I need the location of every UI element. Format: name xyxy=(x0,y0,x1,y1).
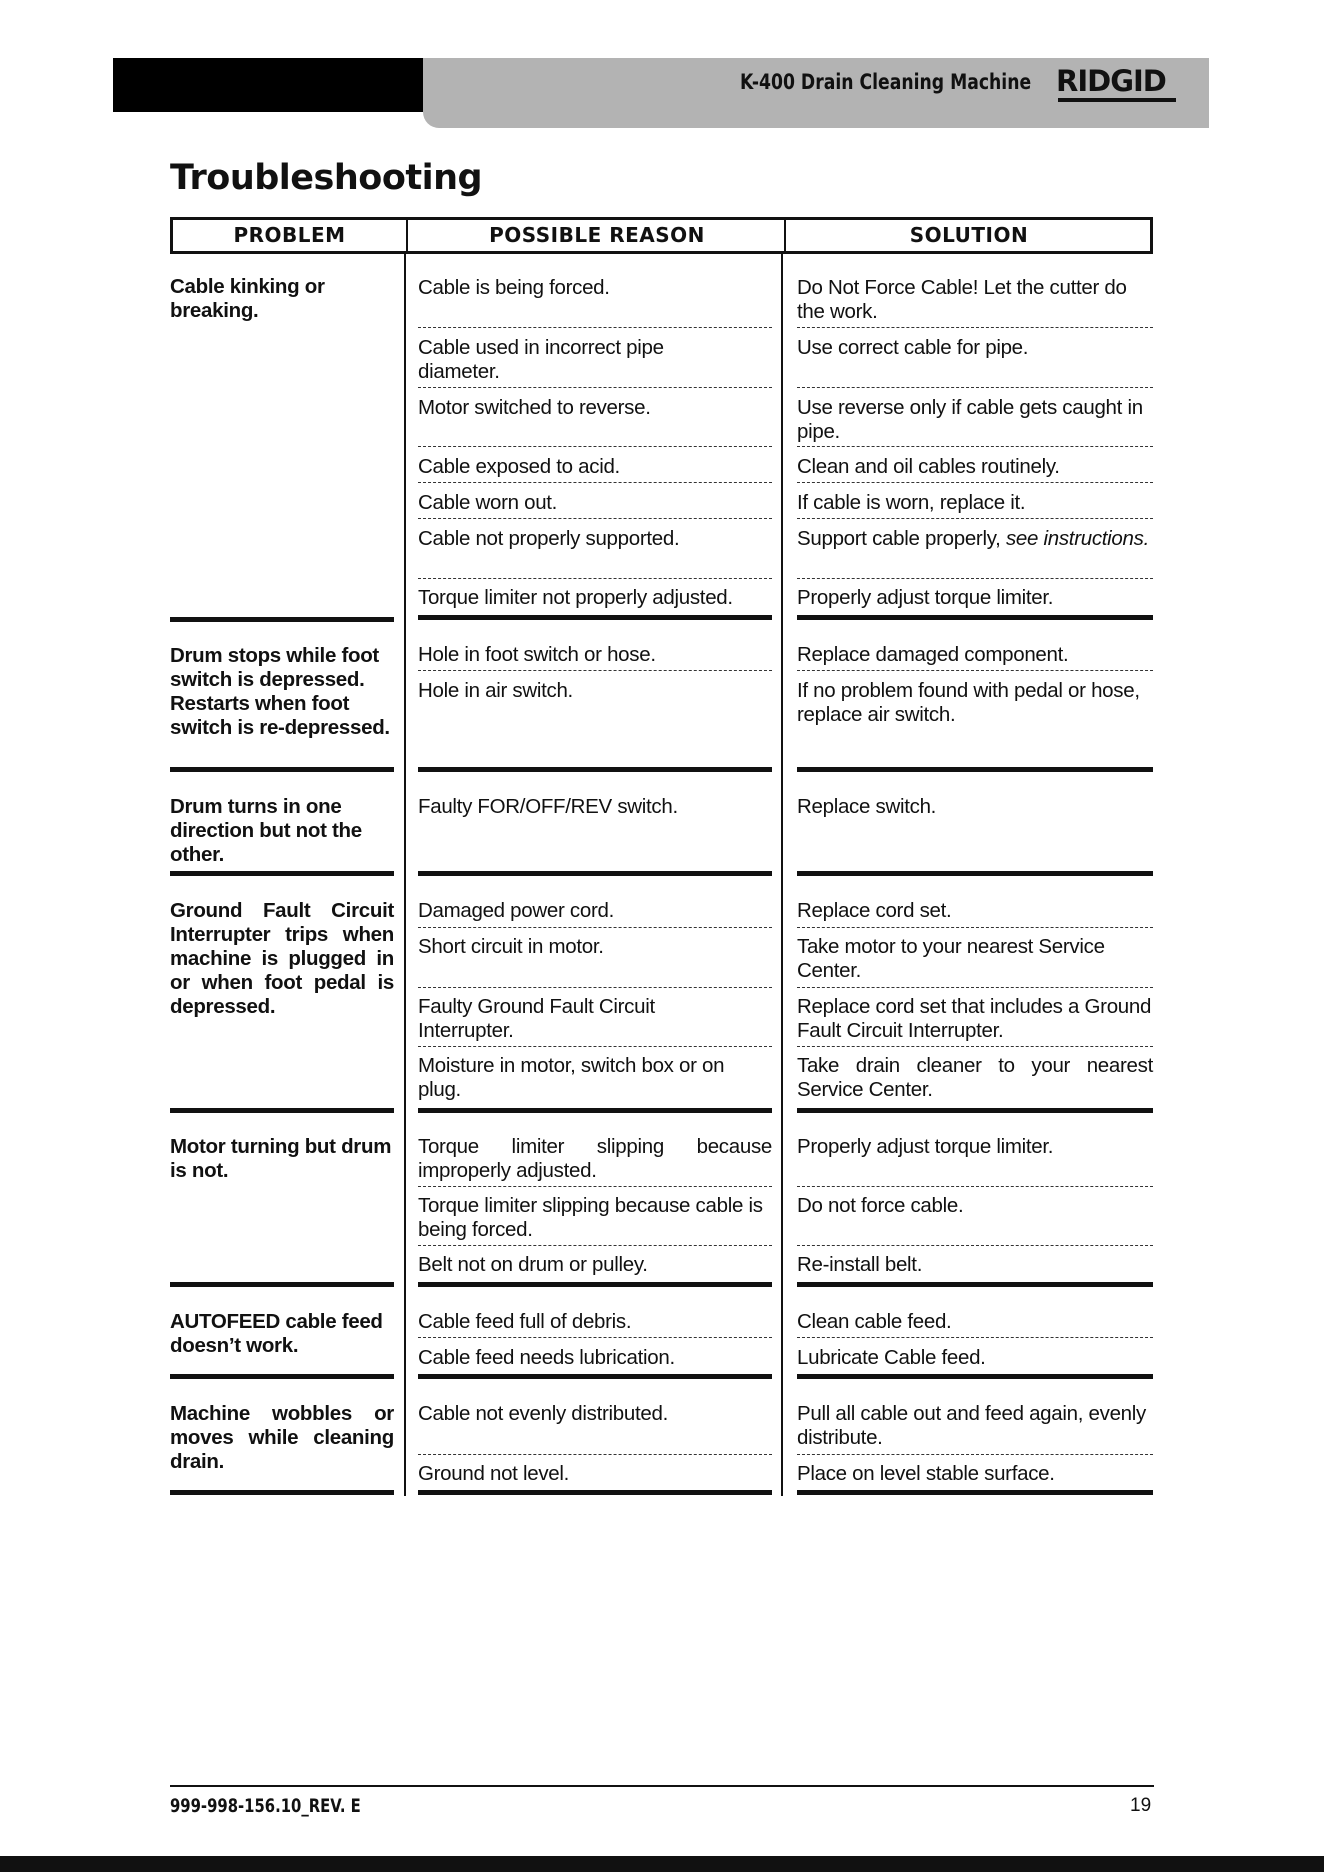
column-divider xyxy=(404,254,406,1496)
column-divider xyxy=(781,254,783,1496)
row-divider xyxy=(797,1245,1153,1246)
page-title: Troubleshooting xyxy=(170,158,483,198)
group-rule xyxy=(170,1108,394,1113)
group-rule xyxy=(170,871,394,876)
document-number: 999-998-156.10_REV. E xyxy=(170,1795,361,1817)
group-rule xyxy=(170,617,394,622)
row-divider xyxy=(797,1046,1153,1047)
problem-text: AUTOFEED cable feed doesn’t work. xyxy=(170,1310,383,1357)
solution-text: Clean cable feed. xyxy=(797,1310,952,1333)
reason-text: Cable feed full of debris. xyxy=(418,1310,632,1333)
header-black-band xyxy=(113,58,423,112)
row-divider xyxy=(418,482,772,483)
reason-text: Motor switched to reverse. xyxy=(418,396,651,419)
row-divider xyxy=(418,446,772,447)
reason-text: Cable feed needs lubrication. xyxy=(418,1346,675,1369)
group-rule xyxy=(170,1490,394,1495)
group-rule xyxy=(418,1490,772,1495)
solution-text: Re-install belt. xyxy=(797,1253,923,1276)
group-rule xyxy=(797,1282,1153,1287)
solution-text: Place on level stable surface. xyxy=(797,1462,1055,1485)
row-divider xyxy=(418,327,772,328)
reason-text: Torque limiter not properly adjusted. xyxy=(418,586,733,609)
problem-text: Drum stops while foot switch is depressed. Restarts when foot switch is re-depressed. xyxy=(170,644,390,739)
reason-text: Belt not on drum or pulley. xyxy=(418,1253,648,1276)
row-divider xyxy=(418,927,772,928)
solution-text: Do Not Force Cable! Let the cutter do the work. xyxy=(797,276,1127,323)
page-number: 19 xyxy=(1130,1795,1152,1816)
row-divider xyxy=(418,387,772,388)
solution-text: Properly adjust torque limiter. xyxy=(797,586,1054,609)
column-header-possible-reason: POSSIBLE REASON xyxy=(406,220,786,251)
row-divider xyxy=(418,1046,772,1047)
reason-text: Faulty Ground Fault Circuit Interrupter. xyxy=(418,995,655,1042)
reason-text: Cable worn out. xyxy=(418,491,558,514)
ridgid-logo xyxy=(1056,64,1178,102)
row-divider xyxy=(418,987,772,988)
reason-text: Cable exposed to acid. xyxy=(418,455,620,478)
row-divider xyxy=(418,670,772,671)
problem-text: Drum turns in one direction but not the other. xyxy=(170,795,362,866)
group-rule xyxy=(418,1282,772,1287)
solution-text: Take motor to your nearest Service Center. xyxy=(797,935,1105,982)
group-rule xyxy=(170,1374,394,1379)
reason-text: Torque limiter slipping because improperly adjusted. xyxy=(418,1135,772,1182)
solution-text: Pull all cable out and feed again, evenly distribute. xyxy=(797,1402,1146,1449)
reason-text: Cable not evenly distributed. xyxy=(418,1402,668,1425)
group-rule xyxy=(170,1282,394,1287)
row-divider xyxy=(418,518,772,519)
group-rule xyxy=(418,1108,772,1113)
row-divider xyxy=(797,387,1153,388)
reason-text: Cable not properly supported. xyxy=(418,527,680,550)
solution-text: Replace damaged component. xyxy=(797,643,1069,666)
row-divider xyxy=(797,578,1153,579)
header-gray-tab xyxy=(423,112,1209,128)
solution-italic-text: see instructions. xyxy=(1005,527,1149,550)
problem-text: Motor turning but drum is not. xyxy=(170,1135,392,1182)
logo-underline xyxy=(1058,98,1176,102)
scan-edge xyxy=(0,1856,1324,1872)
solution-text: Take drain cleaner to your nearest Service Center. xyxy=(797,1054,1153,1101)
row-divider xyxy=(418,1454,772,1455)
row-divider xyxy=(797,670,1153,671)
brand-name: RIDGID xyxy=(1056,64,1166,98)
footer-rule xyxy=(170,1785,1154,1787)
solution-text: Properly adjust torque limiter. xyxy=(797,1135,1054,1158)
solution-text: Do not force cable. xyxy=(797,1194,964,1217)
reason-text: Hole in foot switch or hose. xyxy=(418,643,656,666)
reason-text: Moisture in motor, switch box or on plug. xyxy=(418,1054,725,1101)
row-divider xyxy=(797,927,1153,928)
column-header-problem: PROBLEM xyxy=(233,223,346,247)
row-divider xyxy=(418,1337,772,1338)
reason-text: Damaged power cord. xyxy=(418,899,614,922)
problem-text: Cable kinking or breaking. xyxy=(170,275,325,322)
group-rule xyxy=(418,767,772,772)
solution-text: Support cable properly, xyxy=(797,527,1001,550)
solution-text: Lubricate Cable feed. xyxy=(797,1346,986,1369)
group-rule xyxy=(797,767,1153,772)
column-header-solution: SOLUTION xyxy=(784,220,1152,251)
solution-text: If cable is worn, replace it. xyxy=(797,491,1026,514)
problem-text: Machine wobbles or moves while cleaning drain. xyxy=(170,1402,394,1473)
reason-text: Cable is being forced. xyxy=(418,276,610,299)
row-divider xyxy=(797,482,1153,483)
group-rule xyxy=(797,871,1153,876)
reason-text: Short circuit in motor. xyxy=(418,935,604,958)
group-rule xyxy=(418,615,772,620)
table-header xyxy=(170,217,1153,254)
row-divider xyxy=(797,987,1153,988)
group-rule xyxy=(797,615,1153,620)
header-title: K-400 Drain Cleaning Machine xyxy=(740,70,1032,94)
group-rule xyxy=(418,871,772,876)
group-rule xyxy=(418,1374,772,1379)
solution-text: Use correct cable for pipe. xyxy=(797,336,1029,359)
group-rule xyxy=(797,1108,1153,1113)
row-divider xyxy=(797,1186,1153,1187)
reason-text: Cable used in incorrect pipe diameter. xyxy=(418,336,664,383)
group-rule xyxy=(170,767,394,772)
solution-text: Use reverse only if cable gets caught in pipe. xyxy=(797,396,1143,443)
row-divider xyxy=(797,327,1153,328)
solution-text: Replace cord set that includes a Ground Fault Circuit Interrupter. xyxy=(797,995,1152,1042)
group-rule xyxy=(797,1490,1153,1495)
row-divider xyxy=(797,518,1153,519)
reason-text: Torque limiter slipping because cable is being forced. xyxy=(418,1194,763,1241)
problem-text: Ground Fault Circuit Interrupter trips when machine is plugged in or when foot pedal is depressed. xyxy=(170,899,394,1018)
reason-text: Hole in air switch. xyxy=(418,679,573,702)
row-divider xyxy=(418,1245,772,1246)
row-divider xyxy=(797,446,1153,447)
solution-text-with-italic xyxy=(797,527,1153,551)
reason-text: Ground not level. xyxy=(418,1462,570,1485)
solution-text: Replace cord set. xyxy=(797,899,952,922)
row-divider xyxy=(418,1186,772,1187)
reason-text: Faulty FOR/OFF/REV switch. xyxy=(418,795,678,818)
solution-text: If no problem found with pedal or hose, replace air switch. xyxy=(797,679,1140,726)
solution-text: Clean and oil cables routinely. xyxy=(797,455,1060,478)
solution-text: Replace switch. xyxy=(797,795,937,818)
row-divider xyxy=(797,1337,1153,1338)
group-rule xyxy=(797,1374,1153,1379)
row-divider xyxy=(797,1454,1153,1455)
row-divider xyxy=(418,578,772,579)
